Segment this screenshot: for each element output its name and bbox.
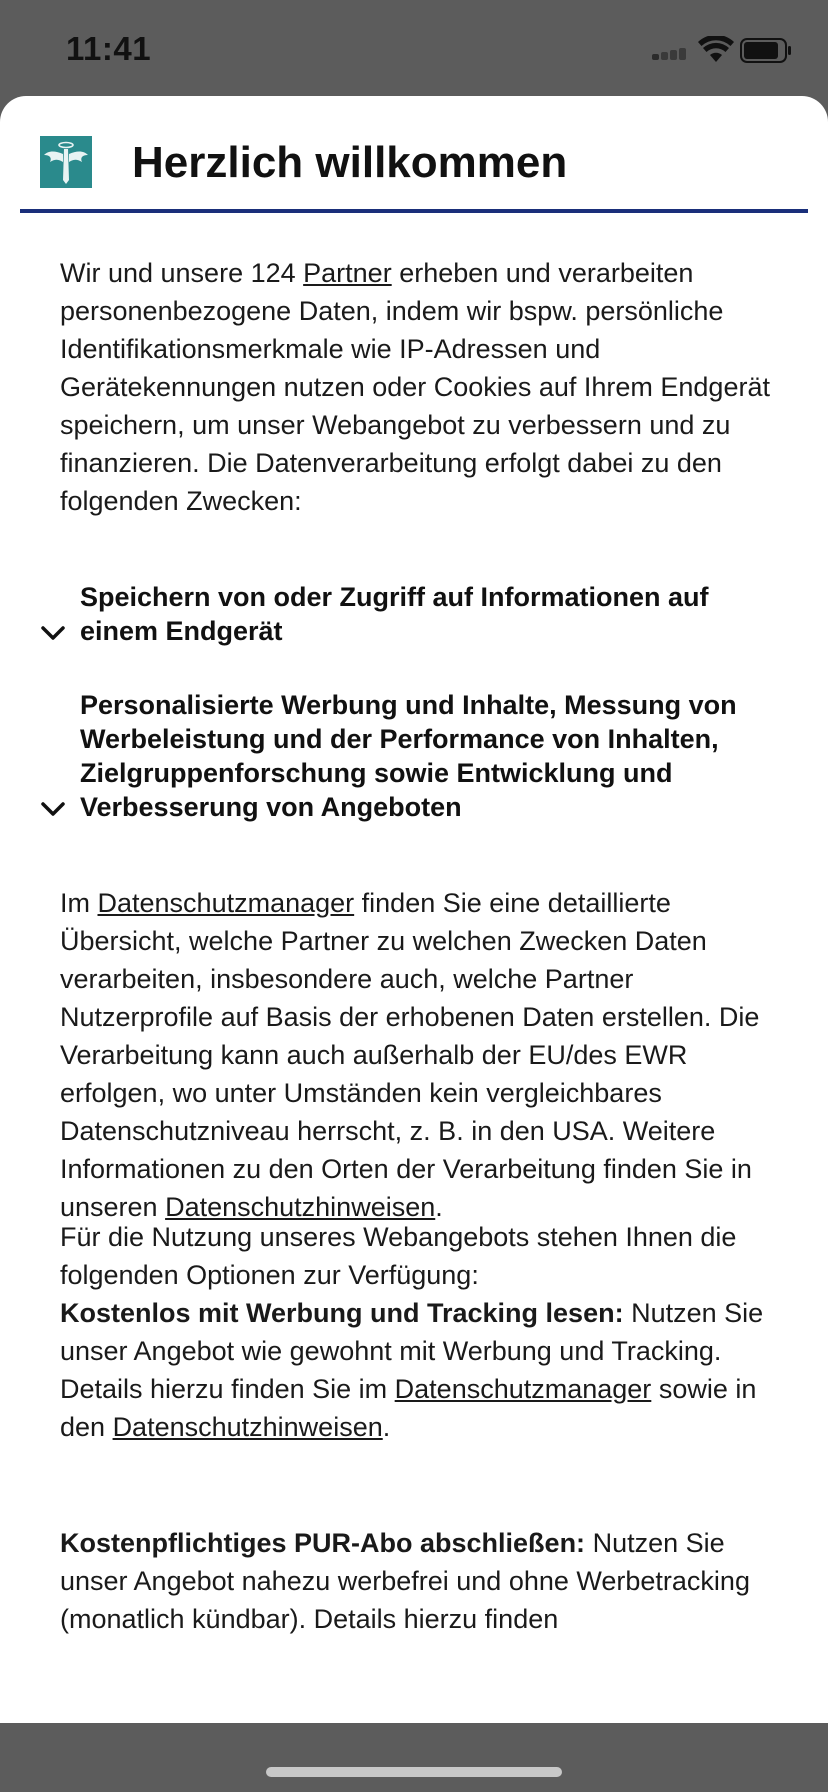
bottom-bar <box>0 1723 828 1792</box>
options-intro: Für die Nutzung unseres Webangebots stehen Ihnen die folgenden Optionen zur Verfügung: <box>60 1222 737 1290</box>
angel-logo-icon <box>40 136 92 188</box>
intro-text-end: erheben und verarbeiten personenbezogene Daten, indem wir bspw. persönliche Identifikationsmerkmale wie IP-Adressen und Gerätekennungen nutzen oder Cookies auf Ihrem Endgerät speichern, um unser Webangebot zu verbessern und zu finanzieren. Die Datenverarbeitung erfolgt dabei zu den folgenden Zwecken: <box>60 258 770 516</box>
purpose-personalization[interactable] <box>40 688 780 824</box>
option-free-text-end: . <box>382 1412 391 1442</box>
home-indicator[interactable] <box>266 1767 562 1777</box>
option-free-text-middle: sowie in den <box>60 1374 757 1442</box>
manager-text-start: Im <box>60 888 98 918</box>
status-time: 11:41 <box>66 30 152 67</box>
consent-sheet <box>0 96 828 1723</box>
consent-header <box>0 96 828 212</box>
purpose-label: Speichern von oder Zugriff auf Informationen auf einem Endgerät <box>80 582 709 646</box>
chevron-down-icon[interactable] <box>40 800 66 818</box>
option-free-text: Nutzen Sie unser Angebot wie gewohnt mit Werbung und Tracking. Details hierzu finden Sie im <box>60 1298 764 1404</box>
chevron-down-icon[interactable] <box>40 624 66 642</box>
option-pur-paragraph <box>60 1524 780 1638</box>
option-pur-text: Nutzen Sie unser Angebot nahezu werbefrei und ohne Werbetracking (monatlich kündbar). Details hierzu finden <box>60 1528 750 1634</box>
option-free-paragraph <box>60 1294 780 1446</box>
purpose-label: Personalisierte Werbung und Inhalte, Messung von Werbeleistung und der Performance von Inhalten, Zielgruppenforschung sowie Entwicklung und Verbesserung von Angeboten <box>80 690 737 822</box>
datenschutzhinweise-link[interactable]: Datenschutzhinweisen <box>112 1412 383 1442</box>
battery-icon <box>740 38 792 63</box>
datenschutzmanager-link[interactable]: Datenschutzmanager <box>394 1374 652 1404</box>
purpose-storage[interactable] <box>40 580 780 648</box>
header-divider <box>20 209 808 213</box>
datenschutzhinweise-link[interactable]: Datenschutzhinweisen <box>165 1192 436 1222</box>
intro-text-start: Wir und unsere 124 <box>60 258 304 288</box>
manager-text-middle: finden Sie eine detaillierte Übersicht, welche Partner zu welchen Zwecken Daten verarbeiten, insbesondere auch, welche Partner Nutzerprofile auf Basis der erhobenen Daten erstellen. Die Verarbeitung kann auch außerhalb der EU/des EWR erfolgen, wo unter Umständen kein vergleichbares Datenschutzniveau herrscht, z. B. in den USA. Weitere Informationen zu den Orten der Verarbeitung finden Sie in unseren <box>60 888 760 1222</box>
option-free-heading: Kostenlos mit Werbung und Tracking lesen: <box>60 1298 624 1328</box>
wifi-icon <box>698 36 734 64</box>
status-bar <box>0 0 828 96</box>
manager-paragraph <box>60 884 780 1226</box>
page-title: Herzlich willkommen <box>132 138 568 187</box>
manager-text-end: . <box>435 1192 443 1222</box>
partner-link[interactable]: Partner <box>303 258 392 288</box>
datenschutzmanager-link[interactable]: Datenschutzmanager <box>97 888 355 918</box>
intro-paragraph <box>60 254 780 520</box>
option-pur-heading: Kostenpflichtiges PUR-Abo abschließen: <box>60 1528 586 1558</box>
cellular-signal-icon <box>652 48 692 60</box>
